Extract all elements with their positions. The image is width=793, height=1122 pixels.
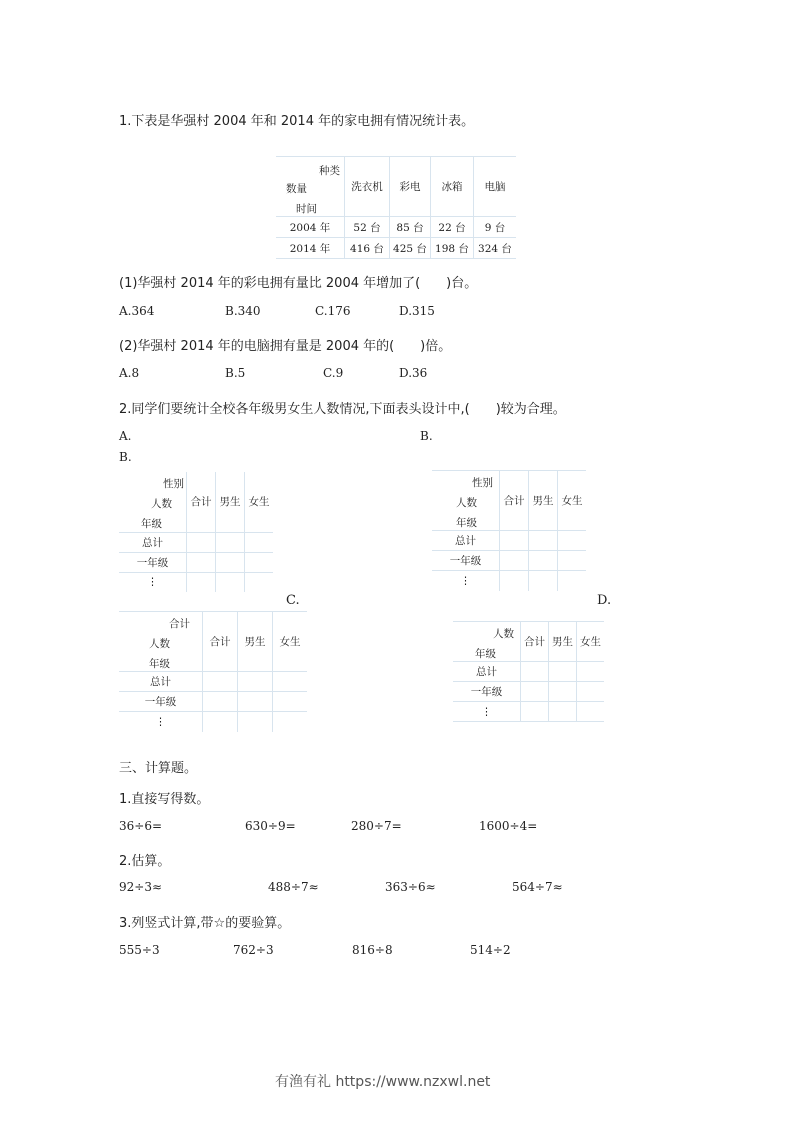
table-row: 2014 年 416 台 425 台 198 台 324 台 [276, 238, 516, 259]
q1-title: 1.下表是华强村 2004 年和 2014 年的家电拥有情况统计表。 [119, 114, 475, 129]
q1-sub1-option-c: C.176 [315, 304, 351, 318]
q1-sub1-text: (1)华强村 2014 年的彩电拥有量比 2004 年增加了( )台。 [119, 276, 478, 291]
q2-table-b-right: 性别 人数 年级 合计 男生 女生 总计 一年级 ⋮ [432, 470, 586, 591]
table-row: 2004 年 52 台 85 台 22 台 9 台 [276, 217, 516, 238]
table-row: 总计 [432, 531, 586, 551]
section3-p3-item-1: 762÷3 [233, 943, 274, 957]
section3-p3-title: 3.列竖式计算,带☆的要验算。 [119, 916, 291, 931]
q1-col-1: 彩电 [390, 157, 431, 217]
section3-heading: 三、计算题。 [119, 761, 198, 776]
section3-p2-item-2: 363÷6≈ [385, 880, 436, 894]
section3-p2-item-0: 92÷3≈ [119, 880, 163, 894]
table-row: 一年级 [432, 551, 586, 571]
q2-table-b-left: 性别 人数 年级 合计 男生 女生 总计 一年级 ⋮ [119, 472, 273, 592]
q1-sub1-option-d: D.315 [399, 304, 435, 318]
q2-label-d: D. [597, 593, 612, 608]
q2-label-c: C. [286, 593, 300, 608]
q2-table-c: 合计 人数 年级 合计 男生 女生 总计 一年级 ⋮ [119, 611, 307, 732]
section3-p1-item-0: 36÷6= [119, 819, 163, 833]
table-row: 一年级 [119, 692, 307, 712]
section3-p1-item-3: 1600÷4= [479, 819, 538, 833]
q1-table [276, 156, 516, 259]
q1-sub2-option-d: D.36 [399, 366, 428, 380]
table-row: 一年级 [119, 552, 273, 572]
section3-p1-item-1: 630÷9= [245, 819, 296, 833]
table-row: ⋮ [119, 712, 307, 732]
footer-watermark: 有渔有礼 https://www.nzxwl.net [275, 1074, 491, 1090]
q2-label-b-left: B. [119, 450, 132, 464]
table-row: 总计 [453, 662, 604, 682]
q1-sub2-option-b: B.5 [225, 366, 246, 380]
section3-p1-item-2: 280÷7= [351, 819, 402, 833]
table-row: ⋮ [119, 572, 273, 592]
table-row: ⋮ [453, 702, 604, 722]
section3-p2-title: 2.估算。 [119, 854, 171, 869]
q2-label-a: A. [119, 429, 132, 443]
section3-p3-item-2: 816÷8 [352, 943, 393, 957]
q2-title: 2.同学们要统计全校各年级男女生人数情况,下面表头设计中,( )较为合理。 [119, 402, 566, 417]
section3-p2-item-1: 488÷7≈ [268, 880, 319, 894]
table-row: 一年级 [453, 682, 604, 702]
q1-sub2-text: (2)华强村 2014 年的电脑拥有量是 2004 年的( )倍。 [119, 339, 452, 354]
q1-col-0: 洗衣机 [345, 157, 390, 217]
q1-col-2: 冰箱 [431, 157, 474, 217]
q1-sub2-option-a: A.8 [119, 366, 140, 380]
q1-col-3: 电脑 [474, 157, 517, 217]
section3-p3-item-0: 555÷3 [119, 943, 160, 957]
q1-sub2-option-c: C.9 [323, 366, 344, 380]
table-row: ⋮ [432, 571, 586, 591]
q2-label-b-top: B. [420, 429, 433, 443]
table-row: 总计 [119, 532, 273, 552]
section3-p1-title: 1.直接写得数。 [119, 792, 210, 807]
q1-sub1-option-b: B.340 [225, 304, 261, 318]
table-row: 总计 [119, 672, 307, 692]
section3-p2-item-3: 564÷7≈ [512, 880, 563, 894]
q2-table-d: 人数 年级 合计 男生 女生 总计 一年级 ⋮ [453, 621, 604, 722]
q1-diag-header: 种类 数量 时间 [276, 157, 345, 217]
section3-p3-item-3: 514÷2 [470, 943, 511, 957]
q1-sub1-option-a: A.364 [119, 304, 155, 318]
